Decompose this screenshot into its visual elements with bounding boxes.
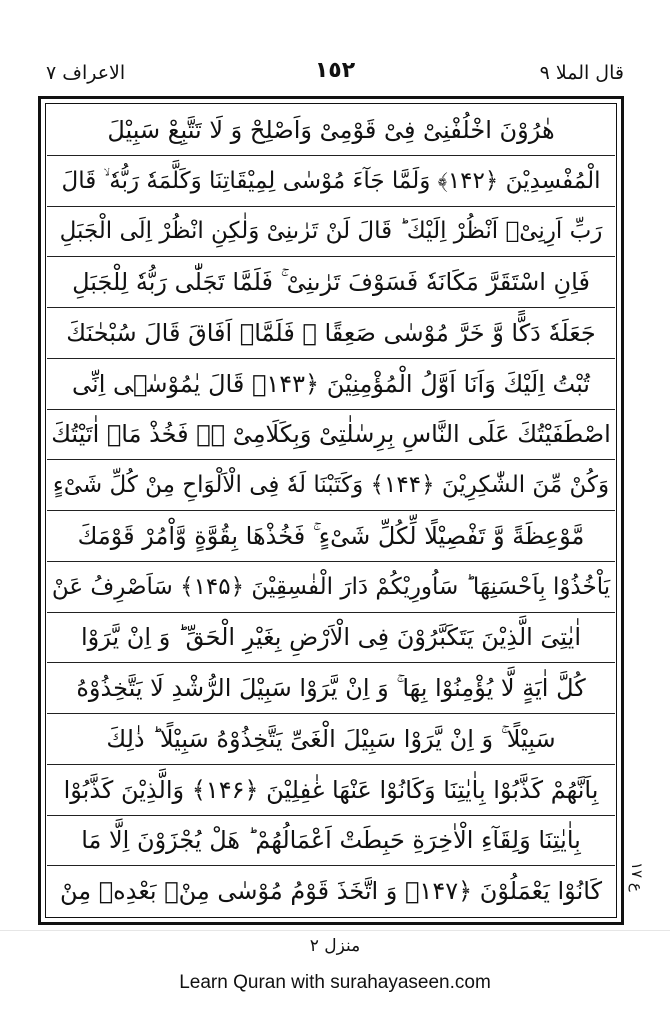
verse-line: تُبْتُ اِلَیْكَ وَاَنَا اَوَّلُ الْمُؤْمِنِیْنَ ﴿۱۴۳﴾ قَالَ یٰمُوْسٰۤی اِنِّی — [47, 359, 615, 410]
verse-line: سَبِیْلًا ۚ وَ اِنْ یَّرَوْا سَبِیْلَ الْغَیِّ یَتَّخِذُوْهُ سَبِیْلًا ؕ ذٰلِكَ — [47, 714, 615, 765]
page-header — [40, 58, 630, 94]
verse-line: وَكُنْ مِّنَ الشّٰكِرِیْنَ ﴿۱۴۴﴾ وَكَتَبْنَا لَهٗ فِی الْاَلْوَاحِ مِنْ كُلِّ شَیْءٍ — [47, 460, 615, 511]
verse-line: مَّوْعِظَةً وَّ تَفْصِیْلًا لِّكُلِّ شَیْءٍ ۚ فَخُذْهَا بِقُوَّةٍ وَّاْمُرْ قَوْمَكَ — [47, 511, 615, 562]
surah-title: الاعراف ٧ — [46, 62, 126, 84]
verse-line: كُلَّ اٰیَةٍ لَّا یُؤْمِنُوْا بِهَا ۚ وَ اِنْ یَّرَوْا سَبِیْلَ الرُّشْدِ لَا یَتَّخِذُوْهُ — [47, 663, 615, 714]
verse-line: یَاْخُذُوْا بِاَحْسَنِهَا ؕ سَاُورِیْكُمْ دَارَ الْفٰسِقِیْنَ ﴿۱۴۵﴾ سَاَصْرِفُ عَنْ — [47, 562, 615, 613]
ruku-margin-mark: ع ١٧ — [628, 862, 646, 892]
verse-line: رَبِّ اَرِنِیْۤ اَنْظُرْ اِلَیْكَ ؕ قَالَ لَنْ تَرٰىنِیْ وَلٰكِنِ انْظُرْ اِلَی الْجَبَلِ — [47, 207, 615, 258]
verse-line: اصْطَفَیْتُكَ عَلَی النَّاسِ بِرِسٰلٰتِیْ وَبِكَلَامِیْ ۖ٘ فَخُذْ مَاۤ اٰتَیْتُكَ — [47, 410, 615, 461]
verse-line: الْمُفْسِدِیْنَ ﴿۱۴۲﴾ وَلَمَّا جَآءَ مُوْسٰی لِمِیْقَاتِنَا وَكَلَّمَهٗ رَبُّهٗ ۙ قَالَ — [47, 156, 615, 207]
verse-line: جَعَلَهٗ دَكًّا وَّ خَرَّ مُوْسٰی صَعِقًا ۚ فَلَمَّاۤ اَفَاقَ قَالَ سُبْحٰنَكَ — [47, 308, 615, 359]
text-frame — [38, 96, 624, 925]
verse-lines — [47, 105, 615, 916]
verse-line: بِاٰیٰتِنَا وَلِقَآءِ الْاٰخِرَةِ حَبِطَتْ اَعْمَالُهُمْ ؕ هَلْ یُجْزَوْنَ اِلَّا مَا — [47, 816, 615, 867]
verse-line: بِاَنَّهُمْ كَذَّبُوْا بِاٰیٰتِنَا وَكَانُوْا عَنْهَا غٰفِلِیْنَ ﴿۱۴۶﴾ وَالَّذِیْنَ كَذَّبُوْا — [47, 765, 615, 816]
footer-divider — [0, 930, 670, 931]
verse-line: اٰیٰتِیَ الَّذِیْنَ یَتَكَبَّرُوْنَ فِی الْاَرْضِ بِغَیْرِ الْحَقِّ ؕ وَ اِنْ یَّرَوْا — [47, 613, 615, 664]
juz-title: قال الملا ٩ — [539, 62, 624, 84]
site-credit: Learn Quran with surahayaseen.com — [179, 972, 491, 993]
verse-line: هٰرُوْنَ اخْلُفْنِیْ فِیْ قَوْمِیْ وَاَصْلِحْ وَ لَا تَتَّبِعْ سَبِیْلَ — [47, 105, 615, 156]
page-number: ١٥٢ — [314, 58, 356, 83]
verse-line: فَاِنِ اسْتَقَرَّ مَكَانَهٗ فَسَوْفَ تَرٰىنِیْ ۚ فَلَمَّا تَجَلّٰی رَبُّهٗ لِلْجَبَلِ — [47, 257, 615, 308]
manzil-label: منزل ٢ — [309, 936, 361, 956]
verse-line: كَانُوْا یَعْمَلُوْنَ ﴿۱۴۷﴾ وَ اتَّخَذَ قَوْمُ مُوْسٰی مِنْۢ بَعْدِهٖ مِنْ — [60, 877, 602, 906]
